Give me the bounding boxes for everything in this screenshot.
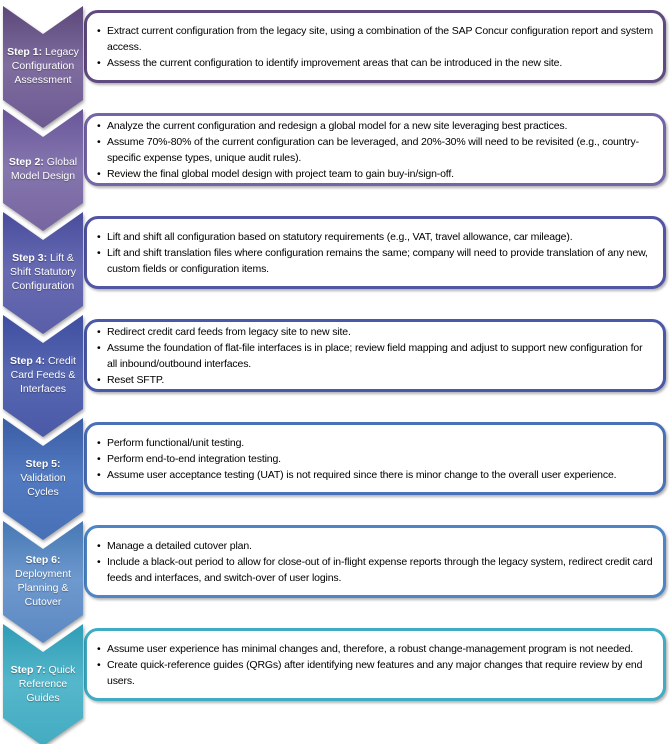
step-label — [3, 446, 83, 510]
step-label-text — [3, 553, 83, 609]
step-number: Step 6: — [25, 554, 61, 566]
bullet-list — [96, 538, 655, 586]
bullet-item: • Perform end-to-end integration testing. — [96, 451, 655, 467]
process-step-7 — [0, 618, 671, 721]
step-label-text — [3, 354, 83, 396]
step-label-text — [3, 663, 83, 705]
step-title: Quick Reference Guides — [18, 664, 76, 704]
step-label — [3, 34, 83, 98]
process-step-5 — [0, 412, 671, 515]
bullet-item: • Assume 70%-80% of the current configuration can be leveraged, and 20%-30% will need to be revisited (e.g., country-specific expense types, unique audit rules). — [96, 134, 655, 166]
bullet-item: • Include a black-out period to allow for close-out of in-flight expense reports through the legacy system, redirect credit card feeds and interfaces, and switch-over of user logins. — [96, 554, 655, 586]
bullet-item: • Redirect credit card feeds from legacy site to new site. — [96, 324, 655, 340]
process-step-2 — [0, 103, 671, 206]
step-number: Step 4: — [10, 355, 46, 367]
bullet-item: • Lift and shift translation files where configuration remains the same; company will need to provide translation of any new, custom fields or configuration items. — [96, 245, 655, 277]
bullet-item: • Manage a detailed cutover plan. — [96, 538, 655, 554]
bullet-item: • Create quick-reference guides (QRGs) after identifying new features and any major changes that require review by end users. — [96, 657, 655, 689]
step-title: Global Model Design — [10, 156, 78, 182]
step-title: Credit Card Feeds & Interfaces — [10, 355, 76, 395]
bullet-item: • Assess the current configuration to identify improvement areas that can be introduced in the new site. — [96, 55, 655, 71]
bullet-list — [96, 23, 655, 71]
step-title: Lift & Shift Statutory Configuration — [10, 252, 76, 292]
step-label-text — [3, 457, 83, 499]
step-label — [3, 652, 83, 716]
bullet-list — [96, 435, 655, 483]
step-title: Validation Cycles — [20, 472, 66, 498]
step-number: Step 1: — [7, 46, 43, 58]
step-number: Step 3: — [12, 252, 48, 264]
step-detail-box — [84, 113, 666, 186]
step-number: Step 2: — [8, 156, 44, 168]
bullet-item: • Analyze the current configuration and redesign a global model for a new site leveraging best practices. — [96, 118, 655, 134]
step-detail-box — [84, 216, 666, 289]
step-label-text — [3, 251, 83, 293]
bullet-item: • Lift and shift all configuration based on statutory requirements (e.g., VAT, travel allowance, car mileage). — [96, 229, 655, 245]
step-detail-box — [84, 525, 666, 598]
bullet-list — [96, 324, 655, 388]
bullet-item: • Assume the foundation of flat-file interfaces is in place; review field mapping and adjust to support new configuration for all inbound/outbound interfaces. — [96, 340, 655, 372]
step-number: Step 7: — [10, 664, 46, 676]
step-label — [3, 549, 83, 613]
step-detail-box — [84, 422, 666, 495]
bullet-item: • Assume user experience has minimal changes and, therefore, a robust change-management program is not needed. — [96, 641, 655, 657]
bullet-item: • Extract current configuration from the legacy site, using a combination of the SAP Concur configuration report and system access. — [96, 23, 655, 55]
bullet-list — [96, 118, 655, 182]
step-detail-box — [84, 10, 666, 83]
bullet-item: • Perform functional/unit testing. — [96, 435, 655, 451]
process-step-1 — [0, 0, 671, 103]
step-detail-box — [84, 628, 666, 701]
bullet-item: • Review the final global model design with project team to gain buy-in/sign-off. — [96, 166, 655, 182]
step-label — [3, 137, 83, 201]
step-number: Step 5: — [25, 458, 61, 470]
process-step-4 — [0, 309, 671, 412]
process-step-6 — [0, 515, 671, 618]
step-title: Deployment Planning & Cutover — [14, 568, 72, 608]
bullet-item: • Assume user acceptance testing (UAT) is not required since there is minor change to the overall user experience. — [96, 467, 655, 483]
process-step-3 — [0, 206, 671, 309]
step-label — [3, 343, 83, 407]
step-title: Legacy Configuration Assessment — [11, 46, 79, 86]
step-label-text — [3, 155, 83, 183]
step-chevron-arrow — [3, 624, 83, 744]
bullet-list — [96, 641, 655, 689]
step-label-text — [3, 45, 83, 87]
bullet-item: • Reset SFTP. — [96, 372, 655, 388]
step-detail-box — [84, 319, 666, 392]
bullet-list — [96, 229, 655, 277]
step-label — [3, 240, 83, 304]
